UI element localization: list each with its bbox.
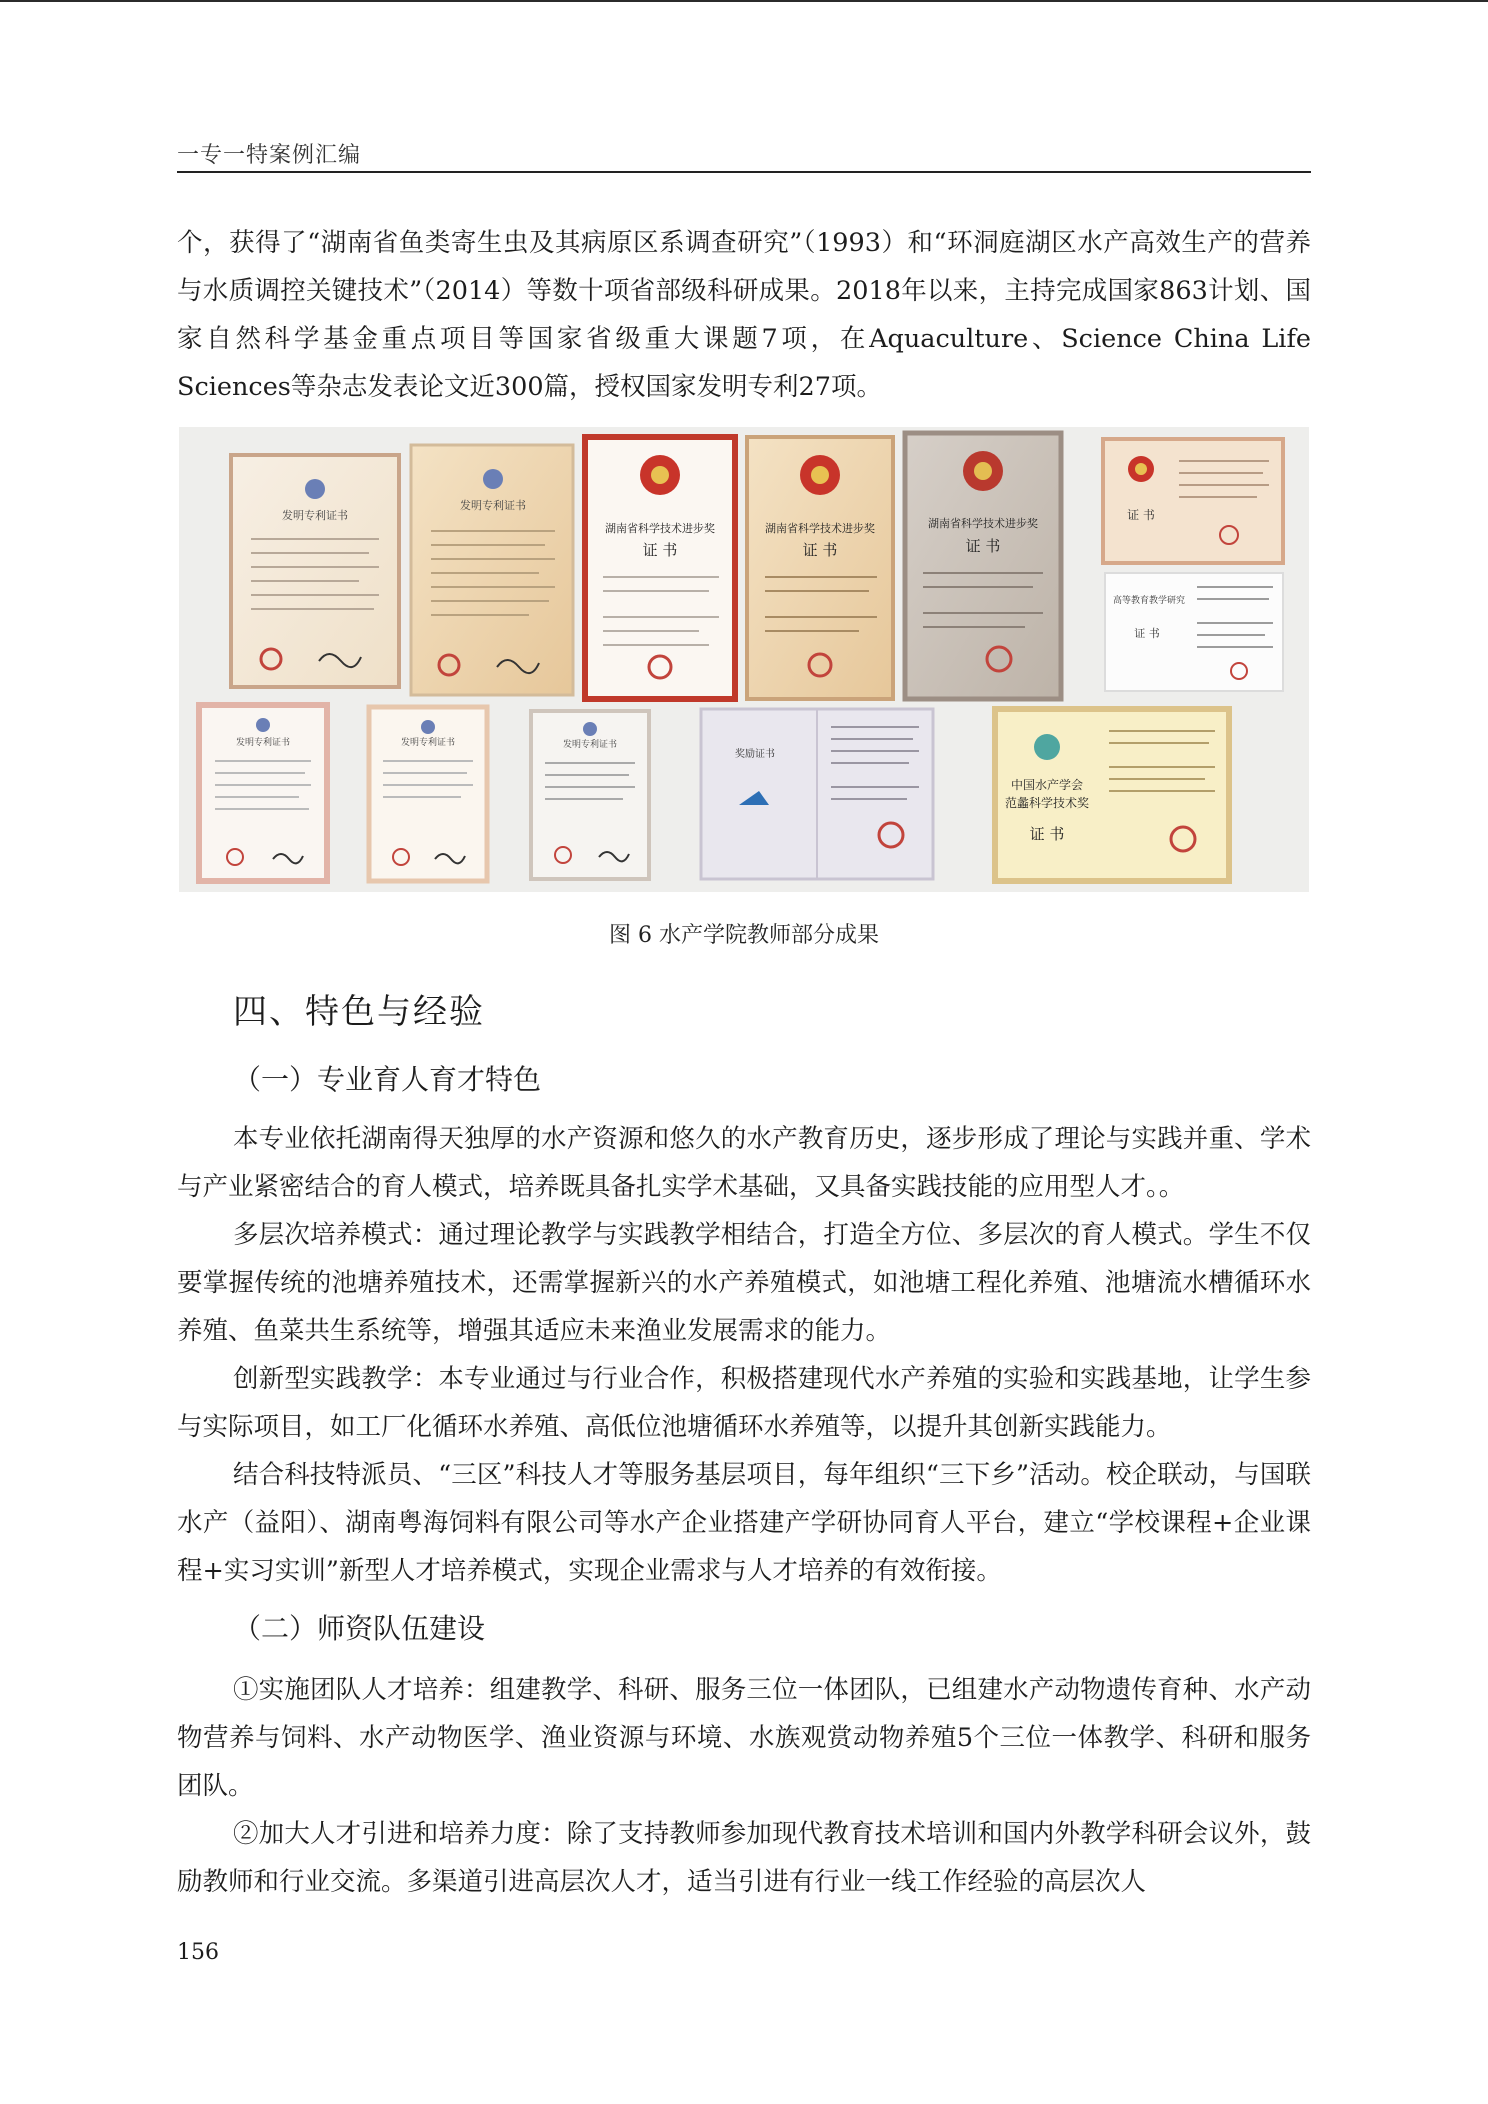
paragraph: 创新型实践教学：本专业通过与行业合作，积极搭建现代水产养殖的实验和实践基地，让学生参与实际项目，如工厂化循环水养殖、高低位池塘循环水养殖等，以提升其创新实践能力。	[177, 1364, 1311, 1442]
page-number: 156	[177, 1940, 219, 1965]
patent-title-4: 发明专利证书	[400, 738, 456, 748]
award-cert-word-3: 证 书	[965, 537, 1001, 555]
patent-certificate-5	[531, 711, 649, 879]
award-title-3: 湖南省科学技术进步奖	[928, 517, 1038, 530]
award-title-1: 湖南省科学技术进步奖	[605, 522, 715, 535]
award-title-2: 湖南省科学技术进步奖	[765, 522, 875, 535]
header-rule	[177, 171, 1311, 173]
certificates-figure	[179, 427, 1309, 892]
subsection-heading-1: （一）专业育人育才特色	[233, 1063, 542, 1096]
intro-paragraph	[177, 219, 1311, 411]
intro-text: 个，获得了“湖南省鱼类寄生虫及其病原区系调查研究”（1993）和“环洞庭湖区水产高效生产的营养与水质调控关键技术”（2014）等数十项省部级科研成果。2018年以来，主持完成国家863计划、国家自然科学基金重点项目等国家省级重大课题7项，在Aquaculture、Science China Life Sciences等杂志发表论文近300篇，授权国家发明专利27项。	[177, 228, 1311, 402]
patent-title-2: 发明专利证书	[460, 499, 526, 512]
patent-certificate-1	[231, 455, 399, 687]
section-heading: 四、特色与经验	[233, 992, 485, 1032]
provincial-award-certificate-3	[905, 433, 1061, 699]
certificates-collage	[179, 427, 1309, 892]
fan-li-award: 范蠡科学技术奖	[1004, 796, 1090, 810]
patent-title-1: 发明专利证书	[282, 509, 348, 522]
reward-certificate-book	[701, 709, 933, 879]
patent-certificate-2	[411, 445, 573, 695]
patent-title-5: 发明专利证书	[562, 740, 618, 750]
award-cert-word-2: 证 书	[802, 541, 838, 559]
research-label: 高等教育教学研究	[1112, 596, 1186, 606]
top-border	[0, 0, 1488, 2]
award-cert-word-1: 证 书	[642, 541, 678, 559]
fan-li-award-certificate	[995, 709, 1229, 881]
fan-li-cert-word: 证 书	[1029, 825, 1065, 843]
small-certificate-top	[1103, 439, 1283, 563]
small-cert-word: 证 书	[1127, 508, 1155, 522]
subsection-1-body	[177, 1115, 1311, 1595]
running-header: 一专一特案例汇编	[177, 143, 362, 168]
patent-title-3: 发明专利证书	[235, 738, 291, 748]
reward-word: 奖励证书	[735, 749, 775, 760]
paragraph: ①实施团队人才培养：组建教学、科研、服务三位一体团队，已组建水产动物遗传育种、水产动物营养与饲料、水产动物医学、渔业资源与环境、水族观赏动物养殖5个三位一体教学、科研和服务团队。	[177, 1675, 1311, 1801]
paragraph: 结合科技特派员、“三区”科技人才等服务基层项目，每年组织“三下乡”活动。校企联动，与国联水产（益阳）、湖南粤海饲料有限公司等水产企业搭建产学研协同育人平台，建立“学校课程+企业课程+实习实训”新型人才培养模式，实现企业需求与人才培养的有效衔接。	[177, 1460, 1311, 1586]
provincial-award-certificate-1	[585, 437, 735, 699]
patent-certificate-3	[199, 705, 327, 881]
subsection-heading-2: （二）师资队伍建设	[233, 1612, 486, 1645]
teaching-research-certificate	[1105, 573, 1283, 691]
paragraph: 本专业依托湖南得天独厚的水产资源和悠久的水产教育历史，逐步形成了理论与实践并重、学术与产业紧密结合的育人模式，培养既具备扎实学术基础，又具备实践技能的应用型人才。。	[177, 1124, 1311, 1202]
figure-caption: 图 6 水产学院教师部分成果	[609, 923, 879, 948]
svg-text:证 书: 证 书	[1134, 627, 1160, 640]
subsection-2-body	[177, 1666, 1311, 1906]
provincial-award-certificate-2	[747, 437, 893, 699]
fisheries-society: 中国水产学会	[1010, 778, 1084, 792]
paragraph: 多层次培养模式：通过理论教学与实践教学相结合，打造全方位、多层次的育人模式。学生不仅要掌握传统的池塘养殖技术，还需掌握新兴的水产养殖模式，如池塘工程化养殖、池塘流水槽循环水养殖、鱼菜共生系统等，增强其适应未来渔业发展需求的能力。	[177, 1220, 1311, 1346]
patent-certificate-4	[369, 707, 487, 881]
paragraph: ②加大人才引进和培养力度：除了支持教师参加现代教育技术培训和国内外教学科研会议外，鼓励教师和行业交流。多渠道引进高层次人才，适当引进有行业一线工作经验的高层次人	[177, 1819, 1311, 1897]
